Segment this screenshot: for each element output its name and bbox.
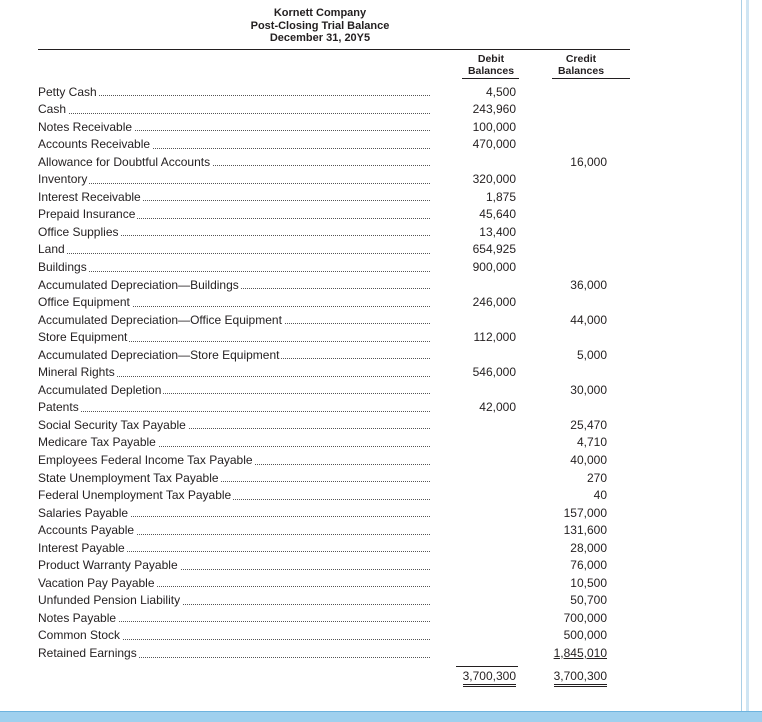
table-row: [38, 224, 630, 242]
debit-amount: 112,000: [473, 330, 516, 345]
credit-column-header: Credit Balances: [557, 52, 605, 77]
credit-amount: 40,000: [570, 452, 607, 467]
table-row: [38, 101, 630, 119]
account-name-cell: [38, 224, 430, 242]
table-row: [38, 627, 630, 645]
account-name-cell: [38, 364, 430, 382]
debit-amount: 470,000: [472, 137, 516, 152]
account-name: Interest Payable: [38, 540, 125, 555]
account-name-cell: [38, 259, 430, 277]
account-name: Land: [38, 242, 65, 257]
debit-column-header: Debit Balances: [467, 52, 515, 77]
right-border-band: [746, 0, 749, 711]
account-name-cell: [38, 119, 430, 137]
table-row: [38, 382, 630, 400]
account-name: Accumulated Depreciation—Store Equipment: [38, 347, 280, 362]
account-name: Product Warranty Payable: [38, 558, 178, 573]
account-name-cell: [38, 487, 430, 505]
table-row: [38, 189, 630, 207]
table-row: [38, 399, 630, 417]
credit-amount: 28,000: [570, 540, 607, 555]
account-name-cell: [38, 136, 430, 154]
credit-amount: 131,600: [563, 523, 607, 538]
account-name-cell: [38, 434, 430, 452]
table-row: [38, 171, 630, 189]
account-name-cell: [38, 610, 430, 628]
table-row: [38, 434, 630, 452]
account-name: Cash: [38, 102, 67, 117]
debit-amount: 1,875: [485, 189, 516, 204]
account-name: Retained Earnings: [38, 646, 137, 660]
account-name-cell: [38, 382, 430, 400]
account-name: Medicare Tax Payable: [38, 435, 156, 450]
credit-total: 3,700,300: [554, 669, 607, 687]
debit-amount: 246,000: [472, 295, 516, 310]
table-row: [38, 347, 630, 365]
column-headers: [38, 50, 630, 84]
account-name: Unfunded Pension Liability: [38, 593, 181, 608]
account-name-cell: [38, 206, 430, 224]
table-row: [38, 522, 630, 540]
account-name: Notes Payable: [38, 610, 117, 625]
table-row: [38, 645, 630, 663]
table-row: [38, 364, 630, 382]
account-name-cell: [38, 557, 430, 575]
credit-amount: 5,000: [576, 347, 607, 362]
credit-header-rule: [552, 78, 630, 79]
debit-amount: 654,925: [472, 242, 516, 257]
credit-amount: 16,000: [570, 154, 607, 169]
table-row: [38, 241, 630, 259]
debit-amount: 13,400: [479, 224, 516, 239]
account-name: Common Stock: [38, 628, 121, 643]
account-name: Accumulated Depreciation—Buildings: [38, 277, 239, 292]
table-row: [38, 575, 630, 593]
table-row: [38, 470, 630, 488]
credit-amount: 270: [586, 470, 607, 485]
account-name-cell: [38, 575, 430, 593]
account-name: Accounts Payable: [38, 523, 135, 538]
account-name-cell: [38, 312, 430, 330]
table-row: [38, 84, 630, 102]
debit-amount: 900,000: [472, 259, 516, 274]
account-name: Vacation Pay Payable: [38, 575, 155, 590]
credit-amount: 10,500: [570, 575, 607, 590]
account-name-cell: [38, 540, 430, 558]
account-name-cell: [38, 241, 430, 259]
table-row: [38, 452, 630, 470]
debit-amount: 320,000: [472, 172, 516, 187]
account-name: Employees Federal Income Tax Payable: [38, 452, 253, 467]
table-row: [38, 259, 630, 277]
account-name: Social Security Tax Payable: [38, 417, 186, 432]
account-name: Office Supplies: [38, 224, 119, 239]
credit-amount: 1,845,010: [553, 646, 607, 660]
statement-title: Post-Closing Trial Balance: [250, 19, 390, 32]
trial-balance-document: [38, 7, 630, 689]
statement-date: December 31, 20Y5: [269, 32, 371, 44]
credit-amount: 40: [593, 488, 607, 503]
account-name: Interest Receivable: [38, 189, 141, 204]
account-name-cell: [38, 645, 430, 663]
credit-amount: 700,000: [563, 610, 607, 625]
debit-amount: 100,000: [472, 119, 516, 134]
table-row: [38, 294, 630, 312]
account-name-cell: [38, 101, 430, 119]
account-name: Accumulated Depreciation—Office Equipment: [38, 312, 282, 327]
account-name-cell: [38, 452, 430, 470]
credit-amount: 500,000: [563, 628, 607, 643]
account-name-cell: [38, 505, 430, 523]
credit-amount: 30,000: [570, 382, 607, 397]
account-name-cell: [38, 417, 430, 435]
account-name: Store Equipment: [38, 330, 128, 345]
account-name: Inventory: [38, 172, 88, 187]
table-row: [38, 154, 630, 172]
account-name: Allowance for Doubtful Accounts: [38, 154, 211, 169]
table-row: [38, 592, 630, 610]
table-row: [38, 136, 630, 154]
credit-amount: 157,000: [563, 505, 607, 520]
account-name: Notes Receivable: [38, 119, 133, 134]
table-row: [38, 417, 630, 435]
debit-total: 3,700,300: [463, 669, 516, 687]
table-row: [38, 119, 630, 137]
credit-amount: 76,000: [570, 558, 607, 573]
account-name-cell: [38, 189, 430, 207]
credit-amount: 44,000: [570, 312, 607, 327]
debit-total-rule: [456, 666, 518, 667]
account-name-cell: [38, 154, 430, 172]
account-name-cell: [38, 329, 430, 347]
debit-amount: 4,500: [485, 84, 516, 99]
debit-header-rule: [462, 78, 519, 79]
credit-amount: 25,470: [570, 417, 607, 432]
account-name: Federal Unemployment Tax Payable: [38, 488, 232, 503]
company-name: Kornett Company: [273, 7, 367, 19]
account-name-cell: [38, 592, 430, 610]
account-name: Buildings: [38, 259, 87, 274]
account-name: Salaries Payable: [38, 505, 129, 520]
account-name-cell: [38, 522, 430, 540]
account-name: Prepaid Insurance: [38, 207, 136, 222]
debit-amount: 546,000: [472, 365, 516, 380]
credit-amount: 4,710: [576, 435, 607, 450]
credit-amount: 50,700: [570, 593, 607, 608]
account-name: Accounts Receivable: [38, 137, 151, 152]
account-name: State Unemployment Tax Payable: [38, 470, 219, 485]
account-name: Petty Cash: [38, 84, 97, 99]
account-name-cell: [38, 171, 430, 189]
account-name-cell: [38, 627, 430, 645]
bottom-border-band: [0, 711, 762, 722]
account-name: Patents: [38, 400, 79, 415]
right-border-line: [741, 0, 742, 711]
account-name: Office Equipment: [38, 295, 130, 310]
table-row: [38, 557, 630, 575]
table-row: [38, 487, 630, 505]
credit-amount: 36,000: [570, 277, 607, 292]
account-name-cell: [38, 277, 430, 295]
table-row: [38, 206, 630, 224]
account-name-cell: [38, 84, 430, 102]
table-row: [38, 540, 630, 558]
account-name-cell: [38, 294, 430, 312]
totals-row: [38, 663, 630, 689]
table-row: [38, 505, 630, 523]
debit-amount: 243,960: [472, 102, 516, 117]
account-name: Mineral Rights: [38, 365, 115, 380]
debit-amount: 45,640: [479, 207, 516, 222]
account-name-cell: [38, 347, 430, 365]
table-row: [38, 329, 630, 347]
account-name: Accumulated Depletion: [38, 382, 162, 397]
table-row: [38, 277, 630, 295]
account-name-cell: [38, 399, 430, 417]
table-row: [38, 312, 630, 330]
account-name-cell: [38, 470, 430, 488]
statement-heading: [38, 7, 630, 45]
account-list: [38, 84, 630, 663]
table-row: [38, 610, 630, 628]
debit-amount: 42,000: [479, 400, 516, 415]
